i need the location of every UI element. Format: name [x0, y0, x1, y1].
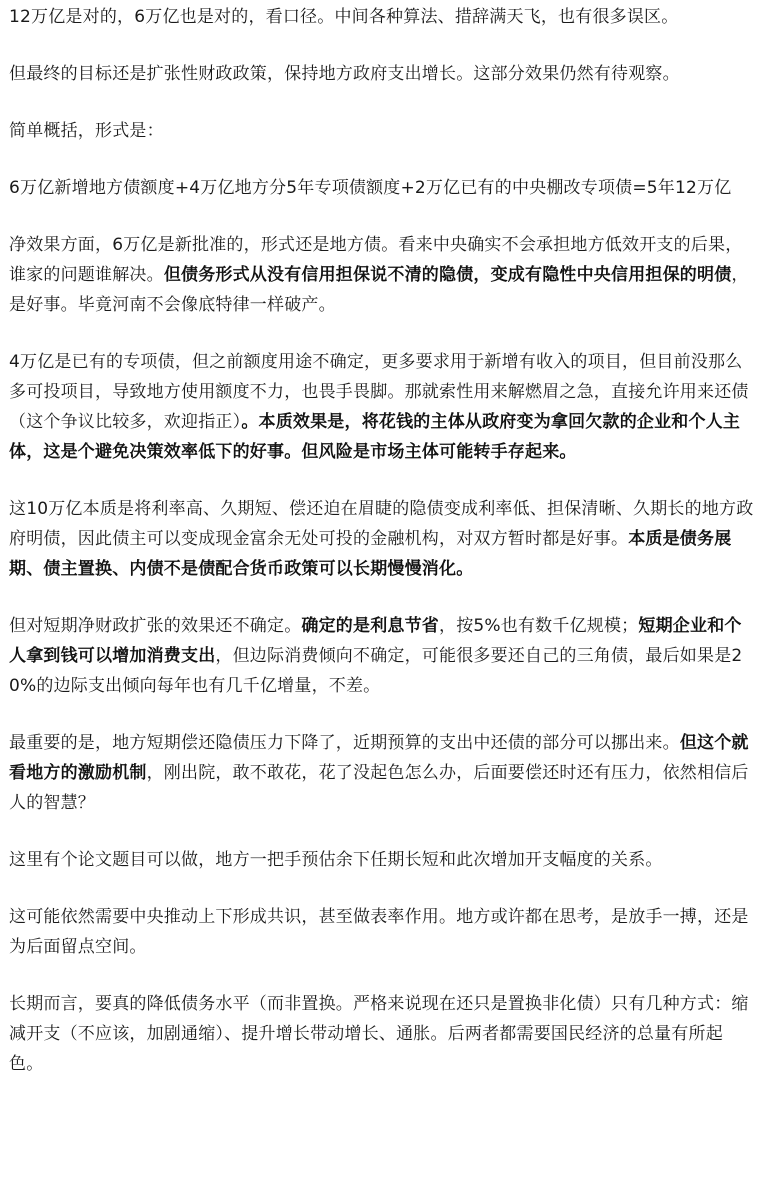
paragraph — [9, 611, 757, 701]
paragraph-text: 最重要的是，地方短期偿还隐债压力下降了，近期预算的支出中还债的部分可以挪出来。 — [9, 733, 680, 753]
paragraph — [9, 116, 757, 146]
paragraph-text: 这10万亿本质是将利率高、久期短、偿还迫在眉睫的隐债变成利率低、担保清晰、久期长的地方政府明债，因此债主可以变成现金富余无处可投的金融机构，对双方暂时都是好事。 — [9, 499, 754, 549]
paragraph — [9, 230, 757, 320]
paragraph — [9, 845, 757, 875]
paragraph-bold-text: 确定的是利息节省 — [301, 616, 440, 636]
paragraph-text: 12万亿是对的，6万亿也是对的，看口径。中间各种算法、措辞满天飞，也有很多误区。 — [9, 7, 679, 27]
paragraph-text: ，但边际消费倾向不确定，可能很多要还自己的三角债，最后如果是20%的边际支出倾向每年也有几千亿增量，不差。 — [9, 646, 743, 696]
paragraph — [9, 902, 757, 962]
paragraph-text: ，是好事。毕竟河南不会像底特律一样破产。 — [9, 265, 749, 315]
paragraph-bold-text: 短期企业和个人拿到钱可以增加消费支出 — [9, 616, 742, 666]
paragraph-bold-text: 本质是债务展期、债主置换、内债不是债配合货币政策可以长期慢慢消化。 — [9, 529, 732, 579]
paragraph — [9, 494, 757, 584]
paragraph-text: 4万亿是已有的专项债，但之前额度用途不确定，更多要求用于新增有收入的项目，但目前没那么多可投项目，导致地方使用额度不力，也畏手畏脚。那就索性用来解燃眉之急，直接允许用来还债（这个争议比较多，欢迎指正） — [9, 352, 749, 432]
paragraph — [9, 728, 757, 818]
paragraph-text: 6万亿新增地方债额度+4万亿地方分5年专项债额度+2万亿已有的中央棚改专项债=5年12万亿 — [9, 178, 732, 198]
paragraph-text: 这里有个论文题目可以做，地方一把手预估余下任期长短和此次增加开支幅度的关系。 — [9, 850, 663, 870]
paragraph — [9, 2, 757, 32]
paragraph — [9, 989, 757, 1079]
paragraph-text: ，刚出院，敢不敢花，花了没起色怎么办，后面要偿还时还有压力，依然相信后人的智慧？ — [9, 763, 749, 813]
paragraph-bold-text: 但债务形式从没有信用担保说不清的隐债，变成有隐性中央信用担保的明债 — [163, 265, 732, 285]
paragraph-text: 长期而言，要真的降低债务水平（而非置换。严格来说现在还只是置换非化债）只有几种方式：缩减开支（不应该，加剧通缩）、提升增长带动增长、通胀。后两者都需要国民经济的总量有所起色。 — [9, 994, 749, 1074]
paragraph-text: 但最终的目标还是扩张性财政政策，保持地方政府支出增长。这部分效果仍然有待观察。 — [9, 64, 680, 84]
paragraph-text: 简单概括，形式是： — [9, 121, 164, 141]
paragraph — [9, 347, 757, 467]
paragraph-text: ，按5%也有数千亿规模； — [439, 616, 639, 636]
paragraph-bold-text: 。本质效果是，将花钱的主体从政府变为拿回欠款的企业和个人主体，这是个避免决策效率低下的好事。但风险是市场主体可能转手存起来。 — [9, 412, 741, 462]
paragraph-text: 但对短期净财政扩张的效果还不确定。 — [9, 616, 302, 636]
paragraph — [9, 173, 757, 203]
paragraph-bold-text: 但这个就看地方的激励机制 — [9, 733, 749, 783]
paragraph-text: 净效果方面，6万亿是新批准的，形式还是地方债。看来中央确实不会承担地方低效开支的后果，谁家的问题谁解决。 — [9, 235, 743, 285]
paragraph — [9, 59, 757, 89]
paragraph-text: 这可能依然需要中央推动上下形成共识，甚至做表率作用。地方或许都在思考，是放手一搏，还是为后面留点空间。 — [9, 907, 749, 957]
